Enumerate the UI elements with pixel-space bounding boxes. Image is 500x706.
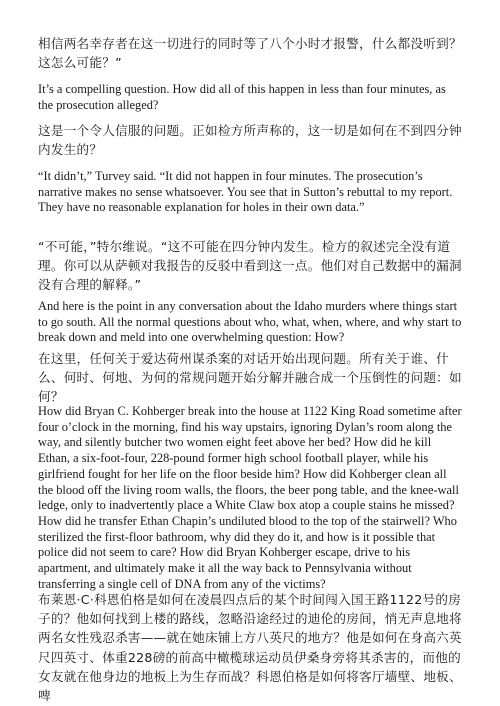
paragraph-zh-3: “不可能，”特尔维说。“这不可能在四分钟内发生。检方的叙述完全没有道理。你可以从萨顿对我报告的反驳中看到这一点。他们对自己数据中的漏洞没有合理的解释。” <box>38 239 462 293</box>
paragraph-en-3: And here is the point in any conversation about the Idaho murders where things start to go south. All the normal questions about who, what, when, where, and why start to break down and meld into one overwhelming question: How? <box>38 299 462 345</box>
paragraph-zh-2: 这是一个令人信服的问题。正如检方所声称的，这一切是如何在不到四分钟内发生的？ <box>38 123 462 158</box>
paragraph-en-1: It’s a compelling question. How did all of this happen in less than four minutes, as the prosecution alleged? <box>38 82 446 112</box>
paragraph-zh-1: 相信两名幸存者在这一切进行的同时等了八个小时才报警，什么都没听到？这怎么可能？” <box>38 36 462 71</box>
paragraph-zh-5: 布莱恩·C·科恩伯格是如何在凌晨四点后的某个时间闯入国王路1122号的房子的？他如何找到上楼的路线，忽略沿途经过的迪伦的房间，悄无声息地将两名女性残忍杀害——就在她床铺上方八英尺的地方？他是如何在身高六英尺四英寸、体重228磅的前高中橄榄球运动员伊桑身旁将其杀害的，而他的女友就在他身边的地板上为生存而战？科恩伯格是如何将客厅墙壁、地板、啤 <box>38 592 462 704</box>
paragraph-en-4: How did Bryan C. Kohberger break into the house at 1122 King Road sometime after four o’clock in the morning, find his way upstairs, ignoring Dylan’s room along the way, and silently butcher two women eight feet above her bed? How did he kill Ethan, a six-foot-four, 228-pound former high school football player, while his girlfriend fought for her life on the floor beside him? How did Kohberger clean all the blood off the living room walls, the floors, the beer pong table, and the knee-wall ledge, only to inadvertently place a White Claw box atop a couple stains he missed? How did he transfer Ethan Chapin’s undiluted blood to the top of the stairwell? Who sterilized the first-floor bathroom, why did they do it, and how is it possible that police did not seem to care? How did Bryan Kohberger escape, drive to his apartment, and ultimately make it all the way back to Pennsylvania without transferring a single cell of DNA from any of the victims? <box>38 404 462 591</box>
paragraph-en-2: “It didn’t,” Turvey said. “It did not happen in four minutes. The prosecution’s narrative makes no sense whatsoever. You see that in Sutton’s rebuttal to my report. They have no reasonable explanation for holes in their own data.” <box>38 169 453 215</box>
paragraph-zh-4: 在这里，任何关于爱达荷州谋杀案的对话开始出现问题。所有关于谁、什么、何时、何地、为何的常规问题开始分解并融合成一个压倒性的问题：如何？ <box>38 351 462 405</box>
